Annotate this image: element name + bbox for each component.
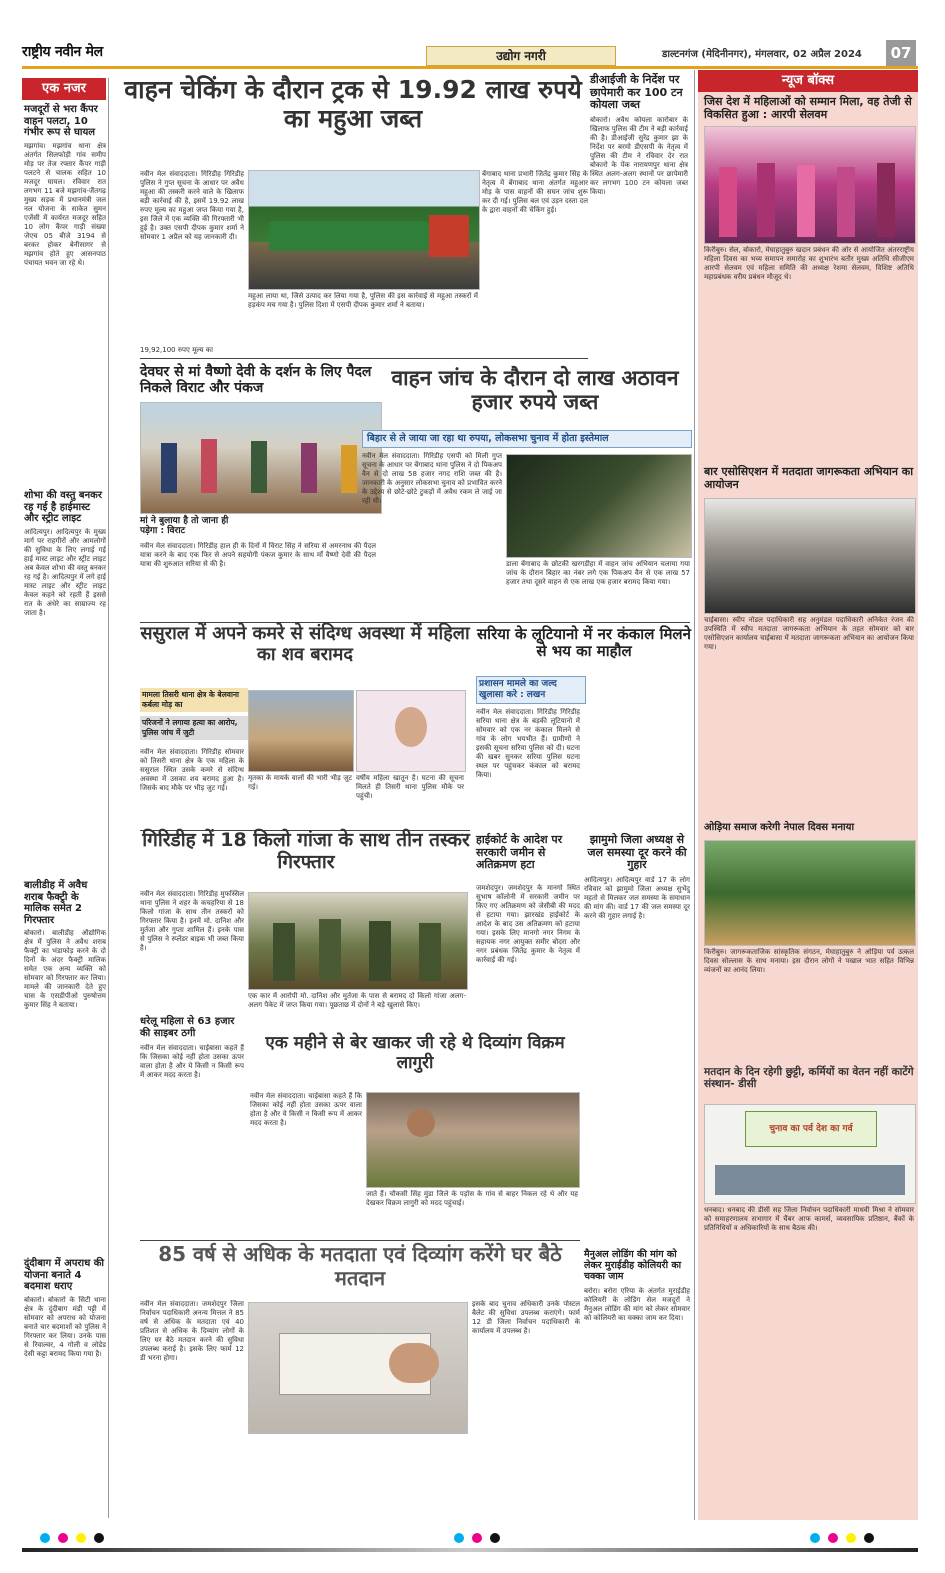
matdata-body: नवीन मेल संवाददाता। जमशेदपुर जिला निर्वाचन पदाधिकारी अनन्य मित्तल ने 85 वर्ष से अधिक के मतदाता एवं 40 प्रतिशत से अधिक के दिव्यांग लोगों के लिए घर बैठे मतदान करने की सुविधा उपलब्ध कराई है। इसके लिए फार्म 12 डी भरना होगा। xyxy=(140,1300,244,1362)
sariya-headline: सरिया के लूटियानो में नर कंकाल मिलने से भय का माहौल xyxy=(477,625,691,661)
left-item-body: मझगांव। मझगांव थाना क्षेत्र अंतर्गत सिलफोड़ी गांव समीप मोड़ पर तेज रफ्तार कैंपर गाड़ी पलटने से चालक सहित 10 मजदूर घायल। रविवार रात लगभग 11 बजे मझगांव-जैंतगढ़ मुख्य सड़क में प्रधानमंत्री जल नल योजना के साकेत सुमन एजेंसी में कार्यरत मजदूर सहित 10 लोग कैंपर गाड़ी संख्या जेएच 05 बीजे 3194 से बरकर होकर बेनीसागर से मझगांव होते हुए आसनपाठ पंचायत भवन जा रहे थे। xyxy=(24,141,106,267)
sariya-deck: प्रशासन मामले का जल्द खुलासा करे : लखन xyxy=(476,676,586,704)
viklang-photo xyxy=(366,1092,580,1188)
sariya-body: नवीन मेल संवाददाता। गिरिडीह गिरिडीह सरिया थाना क्षेत्र के बड़की लूटियानो में सोमवार को एक नर कंकाल मिलने से गांव के लोग भयभीत हैं। ग्रामीणों ने इसकी सूचना सरिया पुलिस को दी। घटना की खबर सुनकर सरिया पुलिस घटना स्थल पर पहुंचकर कंकाल को बरामद किया। xyxy=(476,708,580,779)
jhamumo-body: आदित्यपुर। आदित्यपुर वार्ड 17 के लोग रविवार को झामुमो जिला अध्यक्ष सुभेंदु महतो से मिलकर जल समस्या के समाधान की मांग की। वार्ड 17 की जल समस्या दूर करने की गुहार लगाई है। xyxy=(584,875,690,920)
person-figure xyxy=(877,163,895,237)
lead-body-2: महुआ लाया था, जिसे उत्पाद कर लिया गया है, पुलिस की इस कार्रवाई से महुआ तस्करों में हड़कंप मच गया है। पुलिस दिशा में एसपी दीपक कुमार शर्मा ने बताया। xyxy=(248,292,478,309)
registration-mark xyxy=(94,1533,104,1543)
right-item-body: किरीबुरु। जागरूकताजिक सांस्कृतिक संगठन, मेघाहातुबुरु ने ओड़िया पर्व उत्कल दिवस सोल्लास के साथ मनाया। इस दौरान लोगों ने पखाल भात सहित विभिन्न व्यंजनों का आनंद लिया। xyxy=(704,948,914,974)
right-item-title: मतदान के दिन रहेगी छुट्टी, कर्मियों का वेतन नहीं काटेंगे संस्थान- डीसी xyxy=(704,1066,914,1091)
right-item-title: ओड़िया समाज करेगी नेपाल दिवस मनाया xyxy=(704,822,855,833)
print-strip xyxy=(22,1548,918,1552)
cyber-story xyxy=(140,1016,244,1039)
cash-photo xyxy=(506,454,692,558)
truck-cab xyxy=(429,215,469,257)
sasural-tag-2: परिजनों ने लगाया हत्या का आरोप, पुलिस जांच में जुटी xyxy=(140,716,248,740)
left-item-title: मजदूरों से भरा कैंपर वाहन पलटा, 10 गंभीर रूप से घायल xyxy=(24,104,98,138)
dig-body: बोकारो। अवैध कोयला कारोबार के खिलाफ पुलिस की टीम ने बड़ी कार्रवाई की है। डीआईजी सुरेंद्र कुमार झा के निर्देश पर बरमो डीएसपी के नेतृत्व में पुलिस की टीम ने रविवार देर रात बोकारो के पेंक नारायणपुर थाना क्षेत्र स्थित अलग-अलग स्थानों पर छापेमारी कर लगभग 100 टन कोयला जब्त किया। xyxy=(590,115,688,196)
truck-load xyxy=(269,221,429,251)
dc-meeting-photo xyxy=(704,1104,916,1204)
person-figure xyxy=(419,923,441,981)
cyber-headline: धरेलू महिला से 63 हजार की साइबर ठगी xyxy=(140,1016,235,1039)
mining-story xyxy=(584,1250,690,1507)
left-item-title: शोभा की वस्तु बनकर रह गई है हाईमास्ट और स्ट्रीट लाइट xyxy=(24,490,102,524)
person-figure xyxy=(719,167,737,237)
registration-mark xyxy=(846,1533,856,1543)
crowd-photo xyxy=(248,690,354,772)
arrest-photo xyxy=(248,892,468,990)
matdata-body-2: इसके बाद चुनाव अधिकारी उनके पोस्टल बैलेट की सुविधा उपलब्ध कराएंगे। फार्म 12 डी जिला निर्वाचन पदाधिकारी के कार्यालय में उपलब्ध है। xyxy=(472,1300,580,1335)
registration-mark xyxy=(472,1533,482,1543)
devghar-caption: मां ने बुलाया है तो जाना ही पड़ेगा : विराट xyxy=(140,516,229,537)
person-figure xyxy=(757,163,775,237)
ganja-headline: गिरिडीह में 18 किलो गांजा के साथ तीन तस्कर गिरफ्तार xyxy=(142,829,470,873)
sasural-caption-2: वर्षीय महिला खातून है। घटना की सूचना मिलते ही तिसरी थाना पुलिस मौके पर पहुंची। xyxy=(356,774,464,800)
sasural-tag-1: मामला तिसरी थाना क्षेत्र के बेलवाना कर्बला मोड़ का xyxy=(140,688,248,712)
person-figure xyxy=(341,445,357,493)
cyber-body: नवीन मेल संवाददाता। चाईबासा कहते हैं कि जिसका कोई नहीं होता उसका ऊपर वाला होता है और ये किसी न किसी रूप में आकर मदद करता है। xyxy=(140,1044,244,1079)
highcourt-body: जमशेदपुर। जमशेदपुर के मानगो स्थित सुभाष कॉलोनी में सरकारी जमीन पर किए गए अतिक्रमण को जेसीबी की मदद से हटाया गया। झारखंड हाईकोर्ट के आदेश के बाद उस अतिक्रमण को हटाया गया। इसके लिए मानगो नगर निगम के सहायक नगर आयुक्त समीर बोदरा और नगर प्रबंधक जितेंद्र कुमार के नेतृत्व में कार्रवाई की गई। xyxy=(476,884,580,964)
women-day-photo xyxy=(704,126,916,244)
dig-headline: डीआईजी के निर्देश पर छापेमारी कर 100 टन कोयला जब्त xyxy=(590,73,683,112)
viklang-body: नवीन मेल संवाददाता। चाईबासा कहते हैं कि जिसका कोई नहीं होता उसका ऊपर वाला होता है और ये किसी न किसी रूप में आकर मदद करता है। xyxy=(250,1092,362,1127)
mining-body: बरोरा। बरोरा एरिया के अंतर्गत मुराईडीह कोलियरी के लोडिंग सेल मजदूरों ने मैनुअल लोडिंग की मांग को लेकर सोमवार को कोलियरी का चक्का जाम कर दिया। xyxy=(584,1286,690,1322)
right-item-body: चाईबासा। स्वीप नोडल पदाधिकारी सह अनुमंडल पदाधिकारी अनिकेत रंजन की उपस्थिति में स्वीप मतदाता जागरूकता अभियान के तहत सोमवार को बार एसोसिएशन कार्यालय चाईबासा में मतदाता जागरूकता अभियान का आयोजन किया गया। xyxy=(704,616,914,651)
devghar-body: नवीन मेल संवाददाता। गिरिडीह हाल ही के दिनों में विराट सिंह ने सरिया से अमरनाथ की पैदल यात्रा करने के बाद एक फिर से अपने सहयोगी पंकज कुमार के साथ माँ वैष्णो देवी की पैदल यात्रा की शुरुआत सरिया से की है। xyxy=(140,542,376,568)
voting-photo xyxy=(248,1302,468,1434)
devghar-photo xyxy=(140,402,382,514)
left-item-title: बालीडीह में अवैध शराब फैक्ट्री के मालिक समेत 2 गिरफ्तार xyxy=(24,880,88,926)
poll-banner-text: चुनाव का पर्व देश का गर्व xyxy=(769,1124,853,1134)
left-item-title: दुंदीबाग में अपराध की योजना बनाते 4 बदमाश धराए xyxy=(24,1258,104,1292)
registration-mark xyxy=(40,1533,50,1543)
right-item-body: धनबाद। धनबाद की डीसी सह जिला निर्वाचन पदाधिकारी माधवी मिश्रा ने सोमवार को समाहरणालय सभागार में चैंबर आफ कामर्स, व्यवसायिक प्रतिष्ठान, बैंकों के प्रतिनिधियों व अधिकारियों के साथ बैठक की। xyxy=(704,1206,914,1232)
registration-mark xyxy=(864,1533,874,1543)
sasural-headline: ससुराल में अपने कमरे से संदिग्ध अवस्था में महिला का शव बरामद xyxy=(140,623,470,665)
cash-seizure-headline: वाहन जांच के दौरान दो लाख अठावन हजार रुपये जब्त xyxy=(391,366,679,415)
divider xyxy=(140,1240,580,1241)
ganja-body-2: एक कार में आरोपी मो. दानिश और मुर्तजा के पास से बरामद दो किलो गांजा अलग-अलग पैकेट में जप्त किया गया। पूछताछ में दोनों ने बड़े खुलासे किए। xyxy=(248,992,466,1009)
portrait-face xyxy=(407,1109,435,1137)
bar-association-photo xyxy=(704,498,916,614)
portrait-face xyxy=(395,707,427,747)
left-item-5 xyxy=(24,1258,106,1541)
person-figure xyxy=(301,443,317,493)
hand-figure xyxy=(389,1343,439,1383)
left-item-body: आदित्यपुर। आदित्यपुर के मुख्य मार्ग पर राहगीरों और आमलोगों की सुविधा के लिए लगाई गई हाई मास्ट लाइट और स्ट्रीट लाइट अब केवल शोभा की वस्तु बनकर रह गई है। आदित्यपुर में लगे हाई मास्ट लाइट और स्ट्रीट लाइट केवल कहने को रहती हैं इससे रात के अंधेरे का साम्राज्य रह जाता है। xyxy=(24,527,106,617)
highcourt-headline: हाईकोर्ट के आदेश पर सरकारी जमीन से अतिक्रमण हटा xyxy=(476,833,563,872)
jhamumo-headline: झामुमो जिला अध्यक्ष से जल समस्या दूर करने की गुहार xyxy=(587,833,687,872)
column-divider xyxy=(108,78,109,1518)
right-item-body: किरीबुरु। सेल, बोकारो, मेघाहातुबुरु खदान प्रबंधन की ओर से आयोजित अंतरराष्ट्रीय महिला दिवस का भव्य समापन समारोह का शुभारंभ बतौर मुख्य अतिथि सीजीएम आरपी सेलवम एवं महिला समिति की अध्यक्ष रेशमा सेलवम, विशिष्ट अतिथि महाप्रबंधक वरीय प्रबंधन मौजूद थे। xyxy=(704,246,914,281)
left-item-body: बोकारो। बालीडीह औद्योगिक क्षेत्र में पुलिस ने अवैध शराब फैक्ट्री का भंडाफोड़ करने के दो दिनों के अंदर फैक्ट्री मालिक समेत एक अन्य व्यक्ति को सोमवार को गिरफ्तार कर लिया। मामले की जानकारी देते हुए चास के एसडीपीओ पुरुषोत्तम कुमार सिंह ने बताया। xyxy=(24,929,106,1009)
person-figure xyxy=(161,443,177,493)
victim-photo xyxy=(356,690,466,772)
sasural-caption-1: मृतका के मायके वालों की भारी भीड़ जुट गई। xyxy=(248,774,352,791)
person-figure xyxy=(273,923,295,981)
left-item-1 xyxy=(24,104,106,488)
left-item-2 xyxy=(24,490,106,848)
lead-price-line: 19,92,100 रुपए मूल्य का xyxy=(140,346,213,354)
ganja-body: नवीन मेल संवाददाता। गिरिडीह मुफस्सिल थाना पुलिस ने शहर के कचहरिया से 18 किलो गांजा के साथ तीन तस्करों को गिरफ्तार किया है। इनमें मो. दानिश और मुर्तजा और गुप्ता शामिल हैं। इनके पास से पुलिस ने स्प्लेंडर बाइक भी जब्त किया है। xyxy=(140,890,244,952)
lead-body-1: नवीन मेल संवाददाता। गिरिडीह गिरिडीह पुलिस ने गुप्त सूचना के आधार पर अवैध महुआ की तस्करी करने वाले के खिलाफ बड़ी कार्रवाई की है, इसमें 19.92 लाख रुपए मूल्य का महुआ जप्त किया गया है, इस जिले में एक व्यक्ति की गिरफ्तारी भी हुई है। उक्त एसपी दीपक कुमार शर्मा ने सोमवार 1 अप्रैल को यह जानकारी दी। xyxy=(140,170,244,241)
right-item-title: जिस देश में महिलाओं को सम्मान मिला, वह तेजी से विकसित हुआ : आरपी सेलवम xyxy=(704,95,912,121)
registration-mark xyxy=(58,1533,68,1543)
person-figure xyxy=(837,167,855,237)
mining-headline: मैनुअल लोडिंग की मांग को लेकर मुराईडीह कोलियरी का चक्का जाम xyxy=(584,1249,682,1282)
left-column-header: एक नजर xyxy=(22,78,106,100)
matdata-headline: 85 वर्ष से अधिक के मतदाता एवं दिव्यांग करेंगे घर बैठे मतदान xyxy=(158,1242,562,1290)
viklang-caption: जाते हैं। चौकसी सिंह मुंडा जिले के पड़ोस के गांव से बाहर निकल रहे थे और यह देखकर विक्रम लागुरी को मदद पहुंचाई। xyxy=(366,1190,578,1207)
cash-seizure-deck: बिहार से ले जाया जा रहा था रुपया, लोकसभा चुनाव में होता इस्तेमाल xyxy=(362,430,692,448)
registration-mark xyxy=(454,1533,464,1543)
left-item-body: बोकारो। बोकारो के सिटी थाना क्षेत्र के दुंदीबाग मंडी पट्टी में सोमवार को अपराध को योजना बनाते चार बदमाशों को पुलिस ने गिरफ्तार कर लिया। उनके पास से रिवाल्वर, 4 गोली व लोडेड देसी कट्टा बरामद किया गया है। xyxy=(24,1295,106,1358)
right-column-header: न्यूज बॉक्स xyxy=(698,70,918,92)
person-figure xyxy=(319,919,341,981)
page-number: 07 xyxy=(886,40,916,66)
cash-seizure-caption: डाला बेंगाबाद के छोटकी खरगडीहा में वाहन जांच अभियान चलाया गया जांच के दौरान बिहार का नंबर लगे एक पिकअप वैन से एक लाख 57 हजार तथा दूसरे वाहन से एक लाख एक हजार बरामद किया गया। xyxy=(506,560,690,586)
person-figure xyxy=(369,921,391,981)
person-figure xyxy=(797,165,815,237)
column-divider xyxy=(694,70,695,1520)
poll-banner xyxy=(745,1111,877,1147)
jhamumo-story xyxy=(584,834,690,1216)
registration-mark xyxy=(828,1533,838,1543)
section-label: उद्योग नगरी xyxy=(426,46,616,66)
odia-samaj-photo xyxy=(704,840,916,946)
divider xyxy=(140,358,588,359)
left-item-3 xyxy=(24,880,106,1249)
registration-mark xyxy=(490,1533,500,1543)
lead-headline: वाहन चेकिंग के दौरान ट्रक से 19.92 लाख रुपये का महुआ जब्त xyxy=(124,75,582,133)
cash-seizure-body: नवीन मेल संवाददाता। गिरिडीह एसपी को मिली गुप्त सूचना के आधार पर बेंगाबाद थाना पुलिस ने दो पिकअप वैन से दो लाख 58 हजार नगद राशि जब्त की है। जानकारी के अनुसार लोकसभा चुनाव को प्रभावित करने के उद्देश्य से छोटे-छोटे टुकड़ों में अवैध रकम ले जाई जा रही थी। xyxy=(362,452,502,505)
truck-photo xyxy=(248,170,480,290)
viklang-headline: एक महीने से बेर खाकर जी रहे थे दिव्यांग विक्रम लागुरी xyxy=(265,1033,565,1073)
dateline: डाल्टनगंज (मेदिनीनगर), मंगलवार, 02 अप्रैल 2024 xyxy=(662,49,862,60)
lead-body-3: बेंगाबाद थाना प्रभारी जितेंद्र कुमार सिंह के नेतृत्व में बेंगाबाद थाना अंतर्गत महुआर मोड़ के पास वाहनों की सघन जांच शुरू कर दी गई। पुलिस बल एवं उड़न दस्ता दल के द्वारा वाहनों की चेकिंग हुई। xyxy=(482,170,588,214)
person-figure xyxy=(201,439,217,493)
meeting-table xyxy=(715,1165,905,1195)
devghar-headline: देवघर से मां वैष्णो देवी के दर्शन के लिए पैदल निकले विराट और पंकज xyxy=(140,364,372,397)
masthead xyxy=(22,40,918,69)
right-item-title: बार एसोसिएशन में मतदाता जागरूकता अभियान का आयोजन xyxy=(704,465,914,491)
sasural-body: नवीन मेल संवाददाता। गिरिडीह सोमवार को तिसरी थाना क्षेत्र के एक महिला के ससुराल स्थित उसके कमरे से संदिग्ध अवस्था में उसका शव बरामद हुआ है। जिसके बाद मौके पर भीड़ जुट गई। xyxy=(140,748,244,792)
person-figure xyxy=(251,441,267,493)
dig-story xyxy=(590,74,688,366)
registration-mark xyxy=(76,1533,86,1543)
masthead-title: राष्ट्रीय नवीन मेल xyxy=(22,44,103,60)
registration-mark xyxy=(810,1533,820,1543)
